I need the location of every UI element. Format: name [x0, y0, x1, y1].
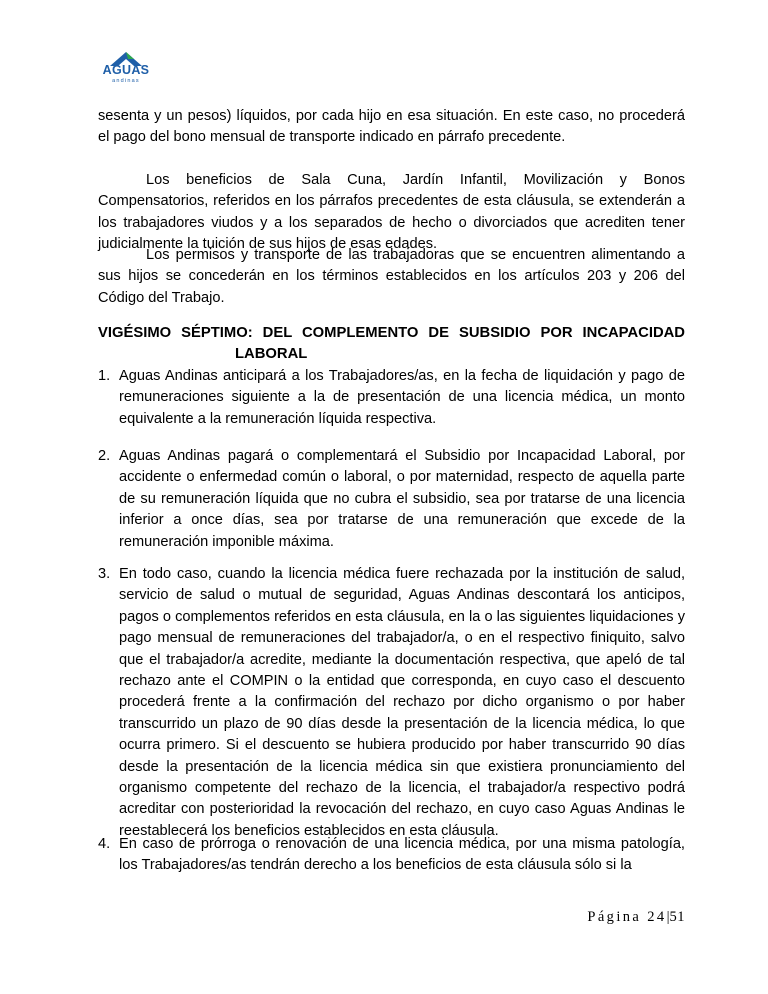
list-item-number: 1.: [98, 368, 111, 384]
page-separator: |: [666, 909, 670, 925]
logo-name: AGUAS: [102, 63, 150, 77]
list-item: [98, 834, 685, 877]
list-item: [98, 564, 685, 842]
list-item: [98, 446, 685, 553]
section-heading-line1: VIGÉSIMO SÉPTIMO: DEL COMPLEMENTO DE SUBSIDIO POR INCAPACIDAD: [98, 325, 685, 341]
total-pages: 51: [669, 909, 685, 925]
list-item: [98, 366, 685, 430]
list-item-text: Aguas Andinas pagará o complementará el Subsidio por Incapacidad Laboral, por accidente o enfermedad común o laboral, o por maternidad, respecto de aquella parte de su remuneración líquida que no cubra el subsidio, sea por tratarse de una licencia inferior a once días, sea por tratarse de una remuneración que excede de la remuneración imponible máxima.: [119, 448, 685, 550]
page-number: 24: [647, 909, 667, 925]
section-heading-line2: LABORAL: [235, 346, 308, 363]
paragraph-3: Los permisos y transporte de las trabajadoras que se encuentren alimentando a sus hijos se concederán en los términos establecidos en los artículos 203 y 206 del Código del Trabajo.: [98, 247, 685, 306]
page-label: Página: [587, 909, 642, 925]
list-item-number: 3.: [98, 566, 111, 582]
section-heading: [98, 323, 685, 366]
paragraph-2: Los beneficios de Sala Cuna, Jardín Infantil, Movilización y Bonos Compensatorios, referidos en los párrafos precedentes de esta cláusula, se extenderán a los trabajadores viudos y a los separados de hecho o divorciados que acrediten tener judicialmente la tuición de sus hijos de esas edades.: [98, 172, 685, 253]
paragraph-1: sesenta y un pesos) líquidos, por cada hijo en esa situación. En este caso, no procederá el pago del bono mensual de transporte indicado en párrafo precedente.: [98, 108, 685, 146]
list-item-text: En todo caso, cuando la licencia médica fuere rechazada por la institución de salud, servicio de salud o mutual de seguridad, Aguas Andinas descontará los anticipos, pagos o complementos referidos en esta cláusula, en la o las siguientes liquidaciones y pago mensual de remuneraciones del trabajador/a, o en el respectivo finiquito, salvo que el trabajador/a acredite, mediante la documentación respectiva, que apeló de tal rechazo ante el COMPIN o la entidad que corresponda, en cuyo caso el descuento procederá frente a la confirmación del rechazo por dicho organismo o por haber transcurrido un plazo de 90 días desde la presentación de la licencia médica, lo que ocurra primero. Si el descuento se hubiera producido por haber transcurrido 90 días desde la presentación de la licencia médica sin que existiera pronunciamiento del organismo competente del rechazo de la licencia, el trabajador/a respectivo podrá acreditar con posterioridad la revocación del rechazo, en cuyo caso Aguas Andinas le reestablecerá los beneficios establecidos en esta cláusula.: [119, 566, 685, 839]
page-number-footer: [540, 909, 685, 926]
list-item-number: 4.: [98, 836, 111, 852]
logo-subtitle: andinas: [112, 78, 140, 84]
list-item-text: Aguas Andinas anticipará a los Trabajadores/as, en la fecha de liquidación y pago de remuneraciones siguiente a la de presentación de una licencia médica, un monto equivalente a la remuneración líquida respectiva.: [119, 368, 685, 427]
list-item-number: 2.: [98, 448, 111, 464]
list-item-text: En caso de prórroga o renovación de una licencia médica, por una misma patología, los Trabajadores/as tendrán derecho a los beneficios de esta cláusula sólo si la: [119, 836, 685, 874]
